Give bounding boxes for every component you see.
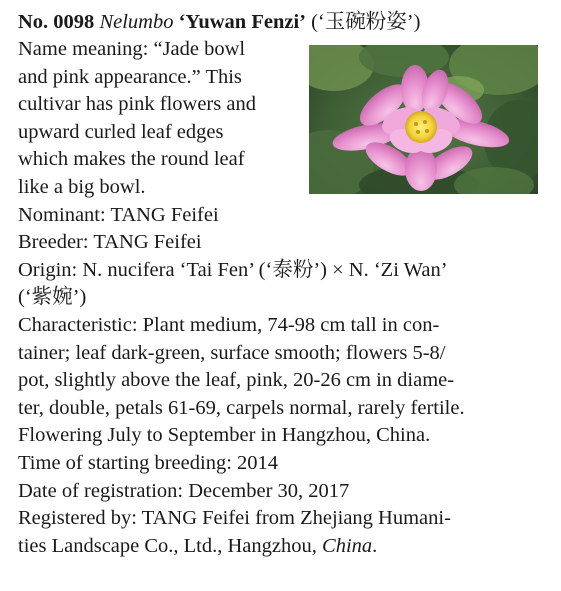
registered-by-text: ties Landscape Co., Ltd., Hangzhou (18, 534, 312, 557)
genus-name: Nelumbo (99, 11, 174, 33)
registration-date-line: Date of registration: December 30, 2017 (18, 479, 350, 502)
chinese-name: (‘玉碗粉姿’) (311, 11, 421, 33)
name-meaning-line: and pink appearance.” This (18, 65, 242, 88)
name-meaning-line: which makes the round leaf (18, 148, 245, 171)
characteristic-line: pot, slightly above the leaf, pink, 20-26 cm in diame- (18, 369, 455, 392)
characteristic-line: Flowering July to September in Hangzhou, China. (18, 424, 431, 447)
registered-by-period: . (372, 534, 378, 557)
entry-number: No. 0098 (18, 11, 95, 33)
characteristic-line: ter, double, petals 61-69, carpels normal, rarely fertile. (18, 396, 465, 419)
origin-line: (‘紫婉’) (18, 286, 87, 309)
name-meaning-line: Name meaning: “Jade bowl (18, 38, 246, 60)
registered-by-line: Registered by: TANG Feifei from Zhejiang Humani- (18, 507, 451, 530)
lotus-flower-illustration (309, 45, 538, 194)
characteristic-line: Characteristic: Plant medium, 74-98 cm tall in con- (18, 313, 440, 336)
characteristic-line: tainer; leaf dark-green, surface smooth; flowers 5-8/ (18, 341, 446, 364)
name-meaning-line: cultivar has pink flowers and (18, 93, 256, 116)
nominant-line: Nominant: TANG Feifei (18, 203, 219, 226)
cultivar-name: ‘Yuwan Fenzi’ (178, 11, 306, 33)
name-meaning-line: like a big bowl. (18, 175, 146, 198)
name-meaning-line: upward curled leaf edges (18, 120, 224, 143)
origin-line: Origin: N. nucifera ‘Tai Fen’ (‘泰粉’) × N. ‘Zi Wan’ (18, 258, 448, 281)
breeder-line: Breeder: TANG Feifei (18, 231, 202, 254)
lotus-flower-photo (309, 45, 538, 194)
registered-by-line (18, 533, 550, 561)
starting-breeding-line: Time of starting breeding: 2014 (18, 451, 279, 474)
registered-by-country: , China (311, 534, 373, 557)
entry-heading (18, 9, 550, 36)
